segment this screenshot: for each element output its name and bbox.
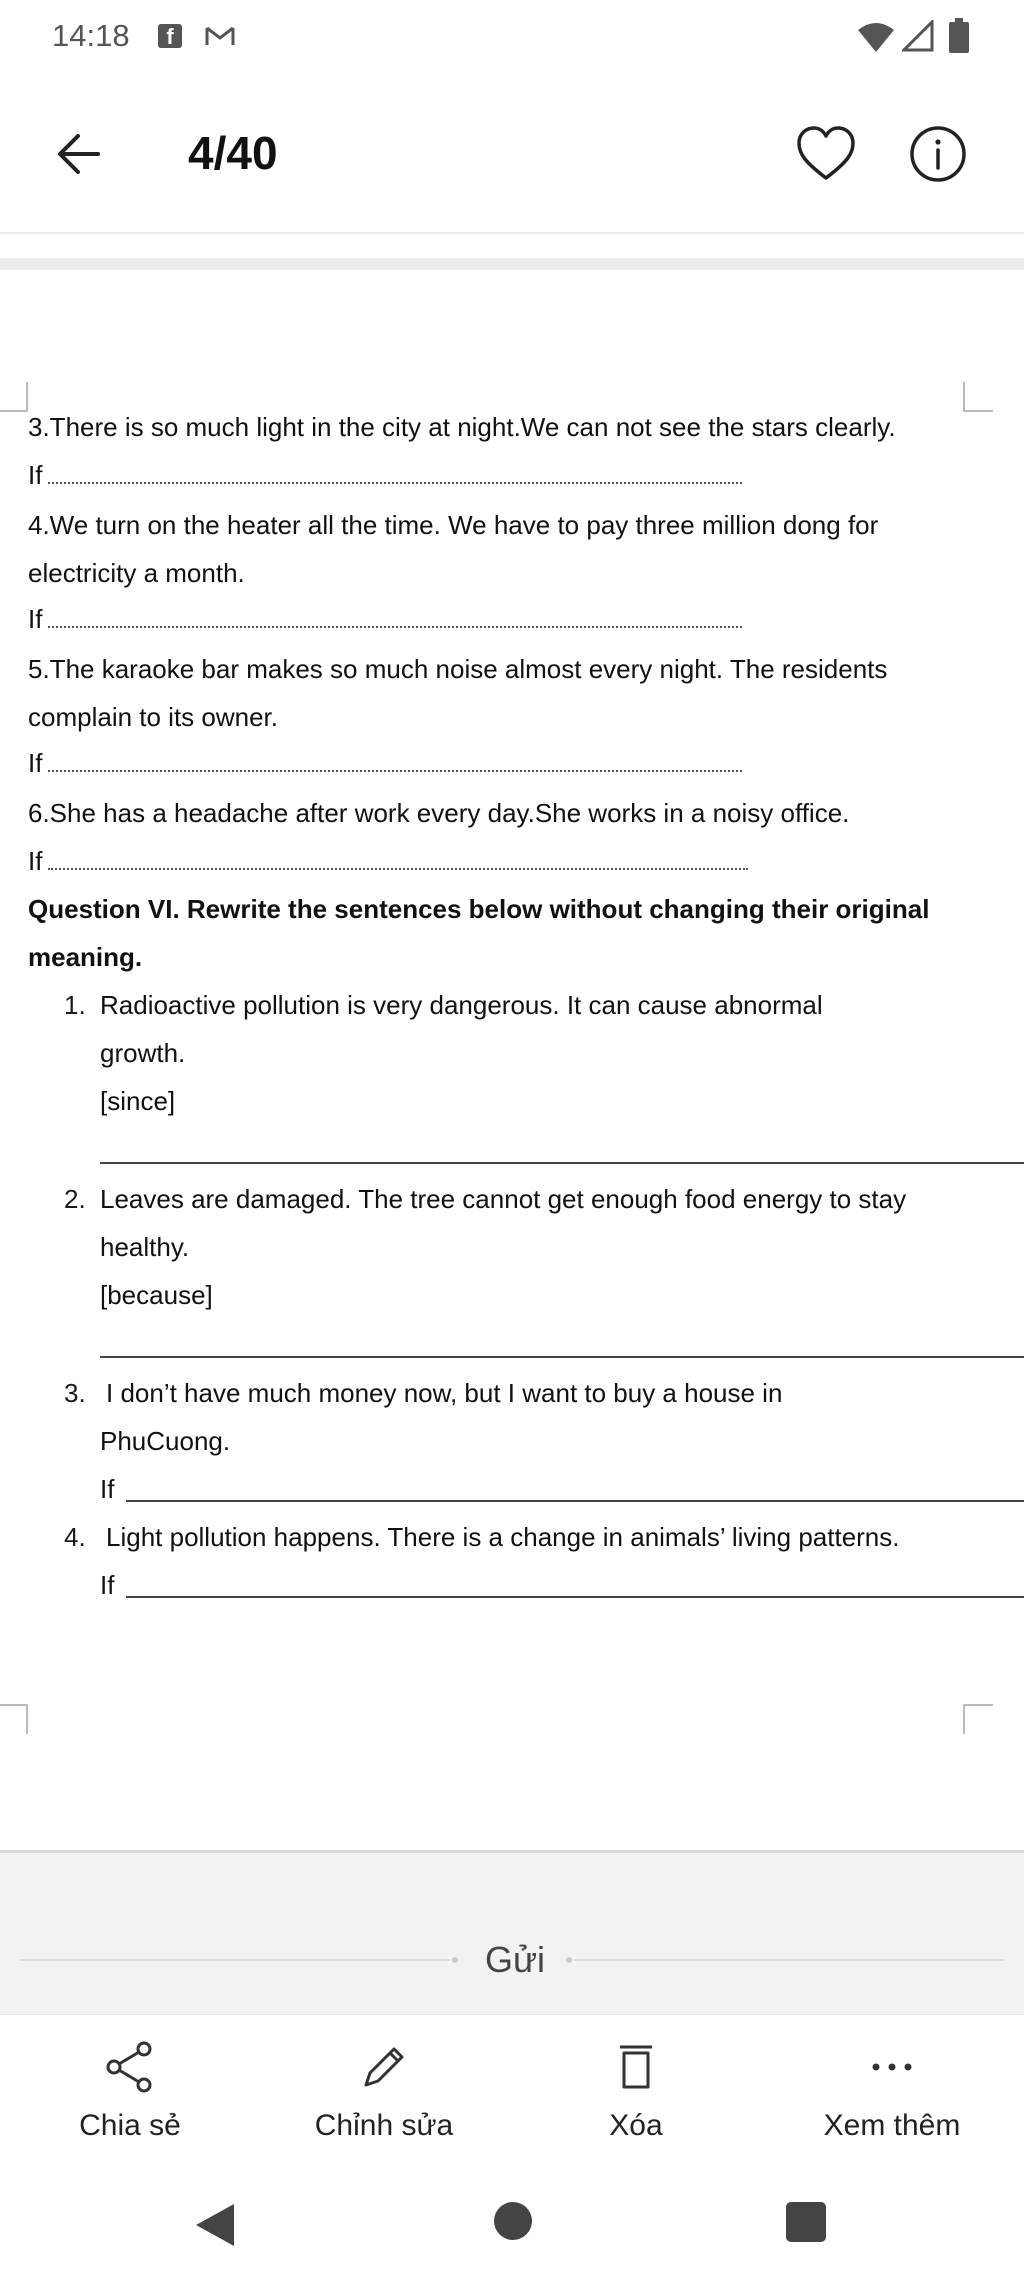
nav-home-icon[interactable] [494, 2202, 532, 2240]
header-divider [0, 258, 1024, 270]
app-header [0, 74, 1024, 234]
action-bar [0, 2014, 1024, 2174]
item-text: growth. [100, 1038, 186, 1068]
crop-mark [963, 382, 993, 412]
share-label: Chia sẻ [79, 2109, 181, 2142]
answer-line [28, 604, 742, 635]
crop-mark [963, 1704, 993, 1734]
gmail-icon [205, 24, 235, 48]
item-hint: [because] [100, 1280, 213, 1310]
more-label: Xem thêm [823, 2109, 961, 2142]
more-icon [864, 2039, 920, 2095]
dotted-blank[interactable] [48, 754, 742, 772]
crop-mark [0, 1704, 28, 1734]
if-label: If [28, 748, 43, 778]
exercise-line: 3.There is so much light in the city at night.We can not see the stars clearly. [28, 412, 896, 442]
dotted-blank[interactable] [48, 610, 742, 628]
if-label: If [28, 604, 43, 634]
answer-line [28, 748, 742, 779]
item-number: 2. [64, 1184, 86, 1214]
question-title: Question VI. Rewrite the sentences below without changing their original [28, 894, 930, 924]
answer-underline[interactable] [100, 1162, 1024, 1164]
exercise-line: 5.The karaoke bar makes so much noise almost every night. The residents [28, 654, 888, 684]
signal-icon [902, 20, 934, 52]
page-indicator: 4/40 [188, 127, 278, 179]
heart-icon[interactable] [795, 124, 857, 184]
divider [20, 1959, 450, 1961]
trash-icon [608, 2039, 664, 2095]
send-button[interactable]: Gửi [484, 1939, 546, 1980]
exercise-line: electricity a month. [28, 558, 245, 588]
question-title: meaning. [28, 942, 143, 972]
system-nav-bar [0, 2174, 1024, 2275]
send-area [0, 1850, 1024, 2014]
delete-button[interactable] [526, 2039, 746, 2143]
nav-back-icon[interactable] [192, 2202, 236, 2248]
document-page [0, 270, 1024, 1850]
share-icon [102, 2039, 158, 2095]
answer-underline[interactable] [126, 1500, 1024, 1502]
answer-underline[interactable] [126, 1596, 1024, 1598]
if-label: If [100, 1474, 115, 1504]
item-hint: [since] [100, 1086, 176, 1116]
share-button[interactable] [20, 2039, 240, 2143]
status-bar [0, 0, 1024, 74]
pencil-icon [356, 2039, 412, 2095]
if-label: If [100, 1570, 115, 1600]
item-text: Radioactive pollution is very dangerous. It can cause abnormal [100, 990, 823, 1020]
item-number: 1. [64, 990, 86, 1020]
nav-recents-icon[interactable] [786, 2202, 826, 2242]
item-text: healthy. [100, 1232, 190, 1262]
divider [574, 1959, 1004, 1961]
edit-label: Chỉnh sửa [314, 2109, 454, 2142]
facebook-icon: f [158, 24, 182, 48]
item-text: Light pollution happens. There is a change in animals’ living patterns. [106, 1522, 900, 1552]
exercise-line: complain to its owner. [28, 702, 279, 732]
info-icon[interactable] [906, 122, 970, 186]
wifi-icon [858, 22, 894, 52]
more-button[interactable] [782, 2039, 1002, 2143]
dotted-blank[interactable] [48, 466, 742, 484]
if-label: If [28, 846, 43, 876]
answer-line [28, 460, 742, 491]
item-text: I don’t have much money now, but I want to buy a house in [106, 1378, 783, 1408]
divider-dot [566, 1957, 572, 1963]
if-label: If [28, 460, 43, 490]
delete-label: Xóa [609, 2109, 663, 2142]
answer-underline[interactable] [100, 1356, 1024, 1358]
exercise-line: 4.We turn on the heater all the time. We have to pay three million dong for [28, 510, 879, 540]
item-number: 3. [64, 1378, 86, 1408]
item-text: Leaves are damaged. The tree cannot get enough food energy to stay [100, 1184, 907, 1214]
edit-button[interactable] [274, 2039, 494, 2143]
divider-dot [452, 1957, 458, 1963]
item-number: 4. [64, 1522, 86, 1552]
dotted-blank[interactable] [48, 852, 748, 870]
exercise-line: 6.She has a headache after work every day.She works in a noisy office. [28, 798, 850, 828]
crop-mark [0, 382, 28, 412]
back-arrow-icon[interactable] [50, 124, 110, 184]
battery-icon [948, 18, 970, 54]
status-time: 14:18 [52, 18, 130, 53]
answer-line [28, 846, 748, 877]
item-text: PhuCuong. [100, 1426, 231, 1456]
